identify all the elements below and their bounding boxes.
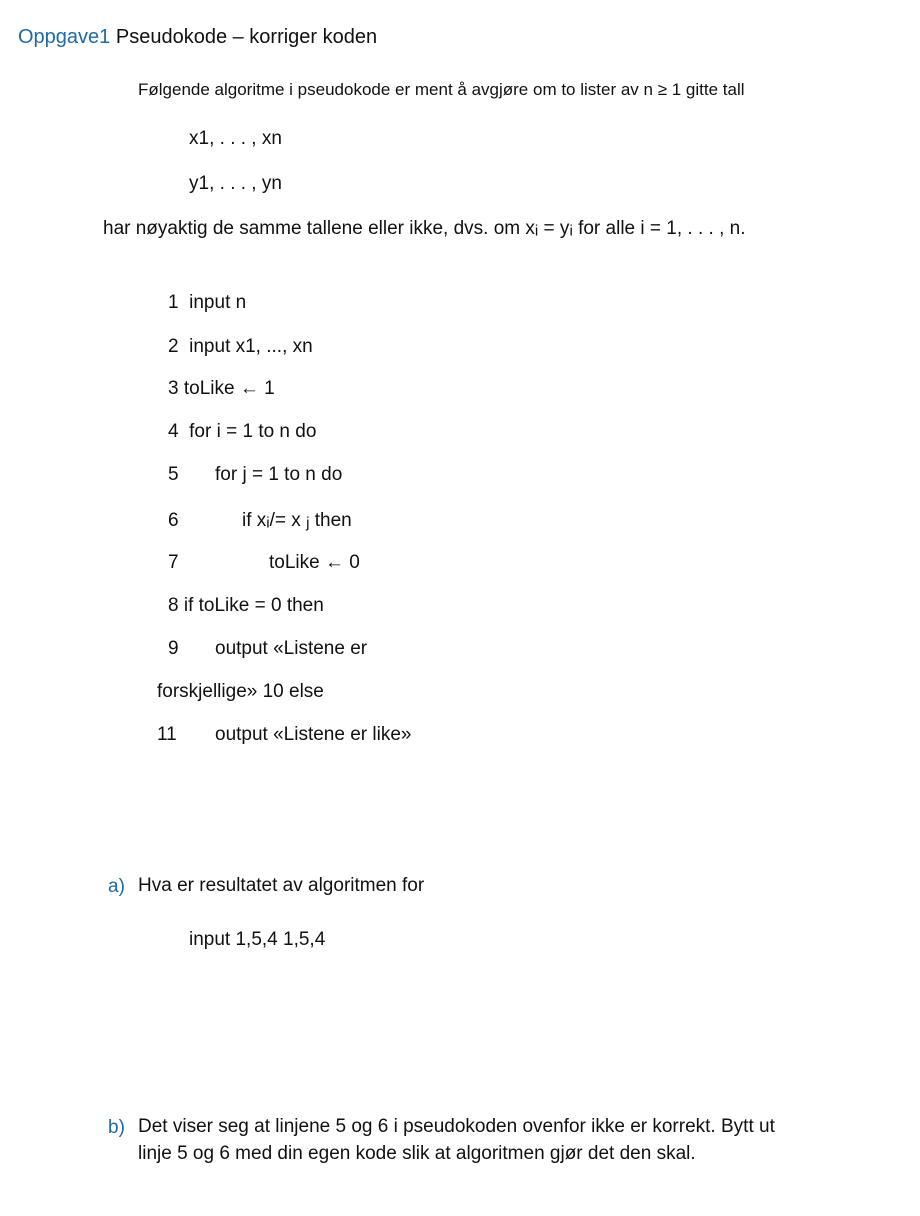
- page-title: [18, 26, 377, 49]
- list-x: x1, . . . , xn: [189, 128, 282, 149]
- code-line: 8 if toLike = 0 then: [168, 595, 324, 616]
- code-line: output «Listene er like»: [215, 724, 412, 745]
- code-line-num: 9: [168, 638, 179, 659]
- code-line-num: 5: [168, 464, 179, 485]
- code-line: 4 for i = 1 to n do: [168, 421, 317, 442]
- question-b-label: b): [108, 1117, 125, 1138]
- task-label: Oppgave1: [18, 26, 111, 48]
- code-line: 1 input n: [168, 292, 247, 313]
- question-b-line1: Det viser seg at linjene 5 og 6 i pseudokoden ovenfor ikke er korrekt. Bytt ut: [138, 1116, 775, 1137]
- code-line: forskjellige» 10 else: [157, 681, 324, 702]
- question-a-text: Hva er resultatet av algoritmen for: [138, 875, 425, 896]
- condition-text: har nøyaktig de samme tallene eller ikke, dvs. om $x_i = y_i$ for alle i = 1, . . . , n.: [103, 218, 746, 240]
- code-line-num: 7: [168, 552, 179, 573]
- code-line: 3 toLike ← 1: [168, 378, 275, 399]
- code-line: 2 input x1, ..., xn: [168, 336, 313, 357]
- question-a-label: a): [108, 876, 125, 897]
- question-a-input: input 1,5,4 1,5,4: [189, 929, 326, 950]
- code-line-num: 6: [168, 510, 179, 531]
- code-line: toLike ← 0: [269, 552, 360, 573]
- code-line-num: 11: [157, 724, 177, 745]
- question-b-line2: linje 5 og 6 med din egen kode slik at algoritmen gjør det den skal.: [138, 1143, 696, 1164]
- code-line: if $x_i/= x$ $_j$ then: [242, 510, 352, 532]
- task-title: Pseudokode – korriger koden: [115, 26, 378, 48]
- intro-text: Følgende algoritme i pseudokode er ment å avgjøre om to lister av n ≥ 1 gitte tall: [138, 80, 745, 99]
- code-line: output «Listene er: [215, 638, 368, 659]
- list-y: y1, . . . , yn: [189, 173, 282, 194]
- code-line: for j = 1 to n do: [215, 464, 343, 485]
